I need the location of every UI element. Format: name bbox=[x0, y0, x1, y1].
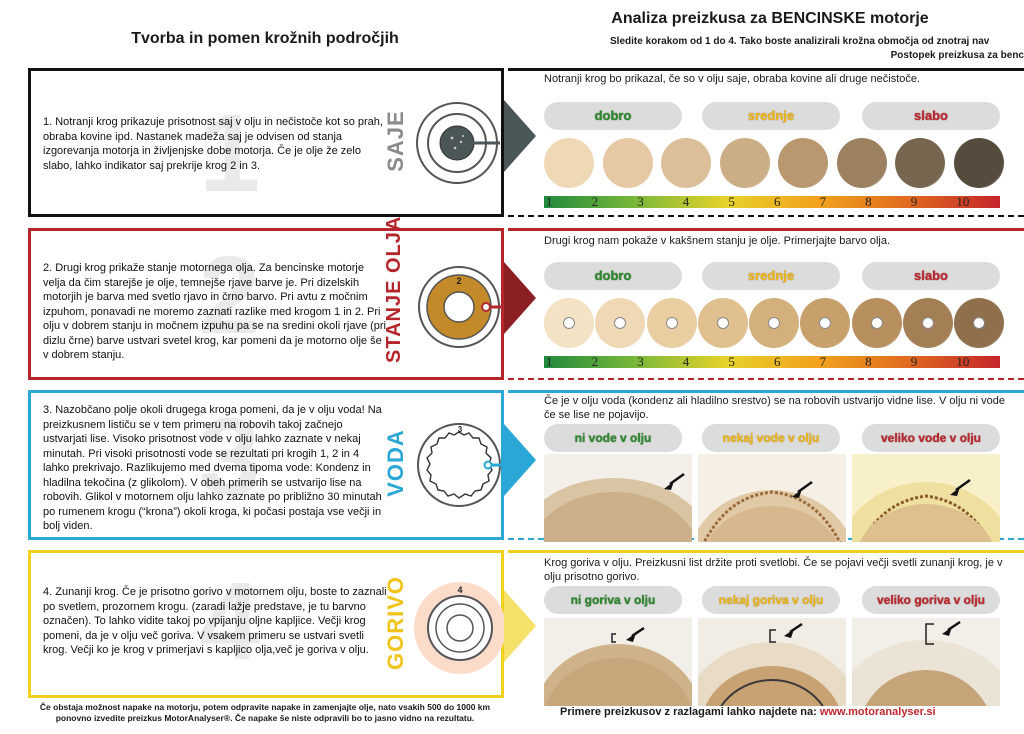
sample-center-hole bbox=[768, 317, 780, 329]
pill-srednje: srednje bbox=[702, 102, 840, 130]
sample-center-hole bbox=[614, 317, 626, 329]
saje-sample-row bbox=[544, 138, 1004, 188]
pill-slabo: slabo bbox=[862, 262, 1000, 290]
pill-dobro: dobro bbox=[544, 262, 682, 290]
sample-center-hole bbox=[819, 317, 831, 329]
scale-tick-label: 10 bbox=[956, 354, 970, 369]
sample-circle bbox=[895, 138, 945, 188]
right-title: Analiza preizkusa za BENCINSKE motorje bbox=[611, 10, 929, 27]
panel-text: 4. Zunanji krog. Če je prisotno gorivo v motornem olju, boste to zaznali po svetlem, prozornem krogu. (zaradi lažje predstave, je tu barvno označen). To lahko vidite takoj po vpijanju oljne kapljice. Večji krog pomeni, da je v olju več goriva. V vsakem primeru se ustvari svetli krog. Večji ko je krog v primerjavi s kapljico olja,več je goriva v olju. bbox=[43, 586, 387, 656]
panel-number: 4 bbox=[199, 560, 261, 683]
scale-tick-label: 3 bbox=[637, 194, 644, 209]
sample-circle bbox=[852, 298, 902, 348]
photo-nekaj-vode bbox=[698, 454, 846, 542]
pill-ni-vode: ni vode v olju bbox=[544, 424, 682, 452]
arrow-right-icon bbox=[504, 262, 536, 334]
arrow-right-icon bbox=[504, 590, 536, 662]
right-text-saje: Notranji krog bo prikazal, če so v olju saje, obraba kovine ali druge nečistoče. bbox=[544, 73, 921, 85]
right-text-gorivo: Krog goriva v olju. Preizkusni list držite proti svetlobi. Če se pojavi večji svetli zunanji krog, je v olju prisotno gorivo. bbox=[544, 557, 1003, 583]
panel-number: 3 bbox=[199, 396, 261, 519]
pill-veliko-goriva: veliko goriva v olju bbox=[862, 586, 1000, 614]
sample-center-hole bbox=[871, 317, 883, 329]
sample-center-hole bbox=[973, 317, 985, 329]
photo-ni-goriva bbox=[544, 618, 692, 706]
pill-veliko-vode: veliko vode v olju bbox=[862, 424, 1000, 452]
sample-circle bbox=[544, 138, 594, 188]
sample-circle bbox=[647, 298, 697, 348]
olje-diagram-icon bbox=[414, 262, 504, 352]
divider bbox=[508, 228, 1024, 231]
footer-note: Če obstaja možnost napake na motorju, potem odpravite napake in zamenjajte olje, nato vsakih 500 do 1000 km ponovno izvedite preizkus MotorAnalyser®. Če napake še niste odpravili bo to jasno vidno na rezultatu. bbox=[39, 702, 491, 723]
sample-circle bbox=[778, 138, 828, 188]
olje-sample-row bbox=[544, 298, 1004, 348]
scale-tick-label: 8 bbox=[865, 194, 872, 209]
sample-circle bbox=[595, 298, 645, 348]
sample-circle bbox=[903, 298, 953, 348]
panel-label-saje: SAJE bbox=[383, 110, 408, 172]
scale-tick-label: 10 bbox=[956, 194, 970, 209]
panel-text: 2. Drugi krog prikaže stanje motornega olja. Za bencinske motorje velja da čim starejše je olje, temnejše rjave barve je. Pri dizelskih motorjih je barva med svetlo rjavo in črno barvo. Pri avtu z močnim izpuhom, ponavadi ne moremo zaznati razlike med krogom 1 in 2. Pri olju v dobrem stanju in močnem izpuhu pa se na sredini okoli rjave (pri dizlu črne) barve ustvari svetel krog, kar pomeni da je motorno olje še v dobrem stanju. bbox=[43, 262, 387, 361]
sample-circle bbox=[698, 298, 748, 348]
scale-tick-label: 7 bbox=[819, 194, 827, 209]
scale-tick-label: 8 bbox=[865, 354, 872, 369]
photo-ni-vode bbox=[544, 454, 692, 542]
panel-number: 2 bbox=[199, 234, 261, 357]
arrow-right-icon bbox=[504, 100, 536, 172]
panel-number: 1 bbox=[199, 92, 261, 215]
divider bbox=[508, 68, 1024, 71]
scale-tick-label: 3 bbox=[637, 354, 644, 369]
scale-tick-label: 5 bbox=[728, 194, 735, 209]
photo-veliko-goriva bbox=[852, 618, 1000, 706]
sample-center-hole bbox=[563, 317, 575, 329]
sample-circle bbox=[749, 298, 799, 348]
divider bbox=[508, 378, 1024, 380]
pill-nekaj-vode: nekaj vode v olju bbox=[702, 424, 840, 452]
scale-tick-label: 7 bbox=[819, 354, 827, 369]
sample-center-hole bbox=[922, 317, 934, 329]
photo-nekaj-goriva bbox=[698, 618, 846, 706]
pill-ni-goriva: ni goriva v olju bbox=[544, 586, 682, 614]
sample-circle bbox=[544, 298, 594, 348]
panel-label-voda: VODA bbox=[383, 429, 408, 497]
sample-center-hole bbox=[666, 317, 678, 329]
footer-reference bbox=[560, 706, 1000, 718]
pill-srednje: srednje bbox=[702, 262, 840, 290]
divider bbox=[508, 550, 1024, 553]
photo-veliko-vode bbox=[852, 454, 1000, 542]
right-subtitle-1: Sledite korakom od 1 do 4. Tako boste analizirali krožna območja od znotraj nav bbox=[610, 36, 990, 47]
saje-diagram-icon bbox=[412, 98, 502, 188]
scale-tick-label: 4 bbox=[682, 194, 690, 209]
scale-tick-label: 9 bbox=[910, 194, 918, 209]
divider bbox=[508, 390, 1024, 393]
sample-center-hole bbox=[717, 317, 729, 329]
website-link[interactable]: www.motoranalyser.si bbox=[819, 706, 936, 718]
right-subtitle-2: Postopek preizkusa za benc bbox=[890, 50, 1024, 61]
divider bbox=[508, 215, 1024, 217]
scale-tick-label: 6 bbox=[773, 194, 781, 209]
scale-tick-label: 1 bbox=[546, 194, 553, 209]
right-text-olje: Drugi krog nam pokaže v kakšnem stanju je olje. Primerjajte barvo olja. bbox=[544, 235, 891, 247]
footer-reference-text: Primere preizkusov z razlagami lahko najdete na: bbox=[560, 706, 817, 718]
scale-tick-label: 6 bbox=[773, 354, 781, 369]
voda-diagram-icon bbox=[414, 420, 504, 510]
scale-tick-label: 5 bbox=[728, 354, 735, 369]
pill-nekaj-goriva: nekaj goriva v olju bbox=[702, 586, 840, 614]
olje-scale bbox=[544, 356, 1000, 368]
scale-tick-label: 2 bbox=[591, 194, 599, 209]
scale-tick-label: 9 bbox=[910, 354, 918, 369]
sample-circle bbox=[661, 138, 711, 188]
sample-circle bbox=[800, 298, 850, 348]
panel-text: 1. Notranji krog prikazuje prisotnost saj v olju in nečistoče kot so prah, obraba kovine ipd. Nastanek madeža saj je odvisen od stanja izgorevanja motorja in življenjske dobe motorja. Če je olje že zelo slabo, lahko indikator saj prekrije krog 2 in 3. bbox=[43, 116, 383, 172]
sample-circle bbox=[954, 138, 1004, 188]
svg-text:3: 3 bbox=[457, 425, 463, 434]
scale-tick-label: 2 bbox=[591, 354, 599, 369]
pill-dobro: dobro bbox=[544, 102, 682, 130]
svg-text:2: 2 bbox=[456, 276, 462, 286]
panel-text: 3. Nazobčano polje okoli drugega kroga pomeni, da je v olju voda! Na preizkusnem lističu se v tem primeru na robovih takoj začnejo ustvarjati lise. Visoko prisotnost vode v olju lahko zaznate v nekaj minutah. Pri visoki prisotnosti vode se rezultati pri krogih 1, 2 in 4 lahko prekrivajo. Razlikujemo med dvema tipoma vode: Kondenz in hladilna tekočina (z glikolom). V obeh primerih se ustvarijo lise na robovih. Glikol v motornem olju lahko zaznate po približno 30 minutah po rumenem krogu (“krona”) okoli kroga, ki počasi postaja vse večji in bolj viden. bbox=[43, 404, 382, 532]
panel-label-gorivo: GORIVO bbox=[383, 576, 408, 671]
scale-tick-label: 1 bbox=[546, 354, 553, 369]
gorivo-diagram-icon bbox=[412, 580, 508, 676]
sample-circle bbox=[603, 138, 653, 188]
svg-text:4: 4 bbox=[457, 585, 463, 595]
pill-slabo: slabo bbox=[862, 102, 1000, 130]
panel-label-stanje-olja: STANJE OLJA bbox=[383, 215, 405, 363]
sample-circle bbox=[837, 138, 887, 188]
scale-tick-label: 4 bbox=[682, 354, 690, 369]
sample-circle bbox=[720, 138, 770, 188]
left-title: Tvorba in pomen krožnih področjih bbox=[131, 30, 399, 47]
arrow-right-icon bbox=[504, 424, 536, 496]
sample-circle bbox=[954, 298, 1004, 348]
right-text-voda: Če je v olju voda (kondenz ali hladilno srestvo) se na robovih ustvarijo vidne lise. V olju ni vode če se lise ne pojavijo. bbox=[544, 395, 1006, 421]
saje-scale bbox=[544, 196, 1000, 208]
